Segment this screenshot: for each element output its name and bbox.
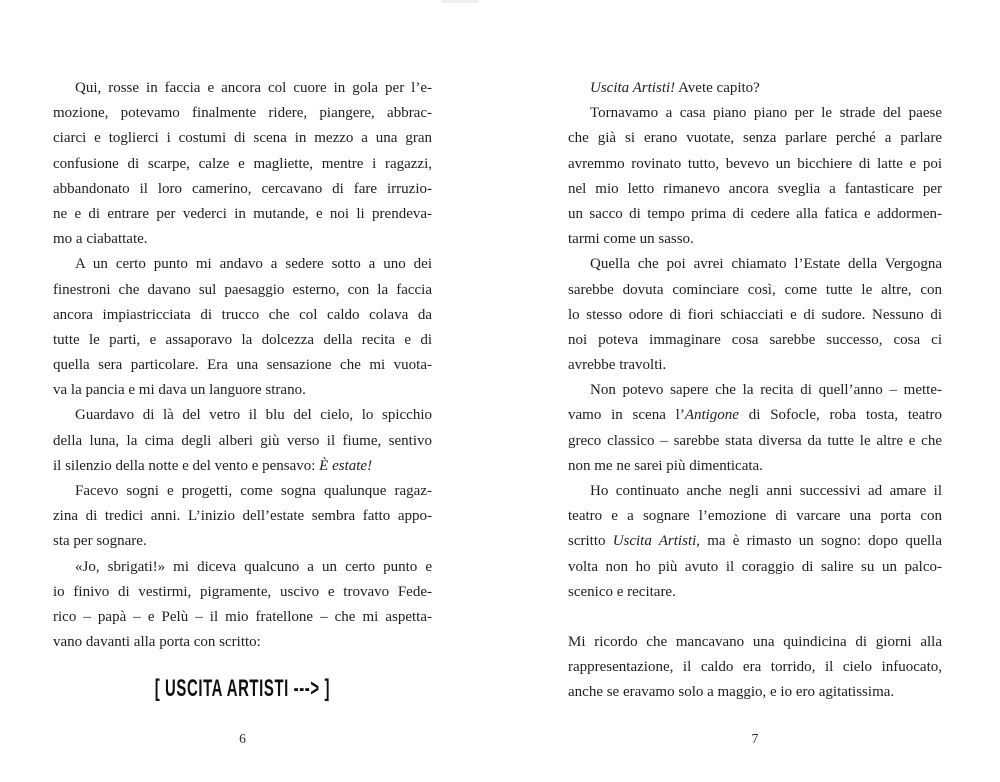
paragraph — [53, 252, 432, 403]
text-line: il silenzio della notte e del vento e pensavo: È estate! — [53, 457, 373, 474]
text-line: tutte le parti, e assaporavo la dolcezza della recita e di — [53, 331, 432, 348]
text-line: va la pancia e mi dava un languore strano. — [53, 382, 306, 399]
paragraph — [53, 555, 432, 656]
text-line: avrebbe travolti. — [568, 357, 667, 374]
text-line: Uscita Artisti! Avete capito? — [590, 80, 760, 96]
text-line: io finivo di vestirmi, pigramente, uscivo e trovavo Fede- — [53, 583, 432, 600]
paragraph — [53, 403, 432, 479]
stage-door-sign-text: [ USCITA ARTISTI ---> ] — [154, 675, 331, 703]
text-line: mozione, potevamo finalmente ridere, piangere, abbrac- — [53, 105, 432, 122]
text-line: vano davanti alla porta con scritto: — [53, 634, 261, 651]
text-line: non me ne sarei più dimenticata. — [568, 457, 763, 474]
text-line: scenico e recitare. — [568, 583, 676, 600]
text-line: «Jo, sbrigati!» mi diceva qualcuno a un certo punto e — [75, 558, 432, 575]
text-line: scritto Uscita Artisti, ma è rimasto un sogno: dopo quella — [568, 533, 942, 550]
paragraph — [53, 76, 432, 252]
text-line: Guardavo di là del vetro il blu del cielo, lo spicchio — [75, 407, 432, 424]
text-line: Qui, rosse in faccia e ancora col cuore in gola per l’e- — [75, 80, 432, 96]
text-line: quella sera particolare. Era una sensazione che mi vuota- — [53, 357, 432, 374]
text-line: noi poteva immaginare cosa sarebbe successo, cosa ci — [568, 331, 942, 348]
text-line: nel mio letto rimanevo ancora sveglia a fantasticare per — [568, 180, 942, 197]
text-line: vamo in scena l’Antigone di Sofocle, roba tosta, teatro — [568, 407, 942, 424]
text-line: zina di tredici anni. L’inizio dell’estate sembra fatto appo- — [53, 508, 432, 525]
text-line: sarebbe dovuta cominciare così, come tutte le altre, con — [568, 281, 942, 298]
text-line: Non potevo sapere che la recita di quell’anno – mette- — [590, 382, 942, 399]
text-line: un sacco di tempo prima di cedere alla fatica e addormen- — [568, 205, 942, 222]
text-line: greco classico – sarebbe stata diversa da tutte le altre e che — [568, 432, 942, 449]
text-line: avremmo rovinato tutto, bevevo un bicchiere di latte e poi — [568, 155, 942, 172]
text-line: sta per sognare. — [53, 533, 147, 550]
text-line: Mi ricordo che mancavano una quindicina di giorni alla — [568, 633, 942, 650]
page-number-right: 7 — [751, 731, 759, 746]
text-line: abbandonato il loro camerino, cercavano di fare irruzio- — [53, 180, 432, 197]
text-line: della luna, la cima degli alberi giù verso il fiume, sentivo — [53, 432, 432, 449]
text-line: tarmi come un sasso. — [568, 231, 694, 248]
left-page-text — [53, 76, 432, 655]
text-line: A un certo punto mi andavo a sedere sotto a uno dei — [75, 256, 432, 273]
right-page-text — [568, 76, 942, 706]
right-page — [568, 76, 942, 706]
text-line: Quella che poi avrei chiamato l’Estate della Vergogna — [590, 256, 942, 273]
left-page — [53, 76, 432, 705]
paragraph — [568, 76, 942, 101]
paragraph — [568, 630, 942, 706]
text-line: Facevo sogni e progetti, come sogna qualunque ragaz- — [75, 483, 432, 499]
text-line: lo stesso odore di fiori schiacciati e di sudore. Nessuno di — [568, 306, 942, 323]
stage-door-sign — [53, 675, 432, 705]
text-line: rico – papà – e Pelù – il mio fratellone – che mi aspetta- — [53, 608, 432, 625]
paragraph — [568, 378, 942, 479]
page-number-left: 6 — [239, 731, 246, 746]
text-line: ciarci e toglierci i costumi di scena in mezzo a una gran — [53, 130, 432, 147]
paragraph — [568, 101, 942, 252]
text-line: teatro e a sognare l’emozione di varcare una porta con — [568, 508, 942, 525]
text-line: ne e di entrare per vederci in mutande, e noi li prendeva- — [53, 205, 432, 222]
text-line: ancora impiastricciata di trucco che col caldo colava da — [53, 306, 432, 323]
paragraph — [53, 479, 432, 555]
text-line: Ho continuato anche negli anni successivi ad amare il — [590, 483, 942, 499]
paragraph — [568, 479, 942, 605]
text-line: confusione di scarpe, calze e magliette, mentre i ragazzi, — [53, 155, 432, 172]
text-line: anche se eravamo solo a maggio, e io ero agitatissima. — [568, 684, 895, 701]
scan-artifact — [441, 0, 479, 3]
text-line: che già si erano vuotate, senza parlare perché a parlare — [568, 130, 942, 147]
text-line: Tornavamo a casa piano piano per le strade del paese — [590, 105, 942, 122]
text-line: finestroni che davano sul paesaggio esterno, con la faccia — [53, 281, 432, 298]
paragraph — [568, 252, 942, 378]
text-line: mo a ciabattate. — [53, 231, 148, 248]
text-line: rappresentazione, il caldo era torrido, il cielo infuocato, — [568, 659, 942, 676]
text-line: volta non ho più avuto il coraggio di salire su un palco- — [568, 558, 942, 575]
